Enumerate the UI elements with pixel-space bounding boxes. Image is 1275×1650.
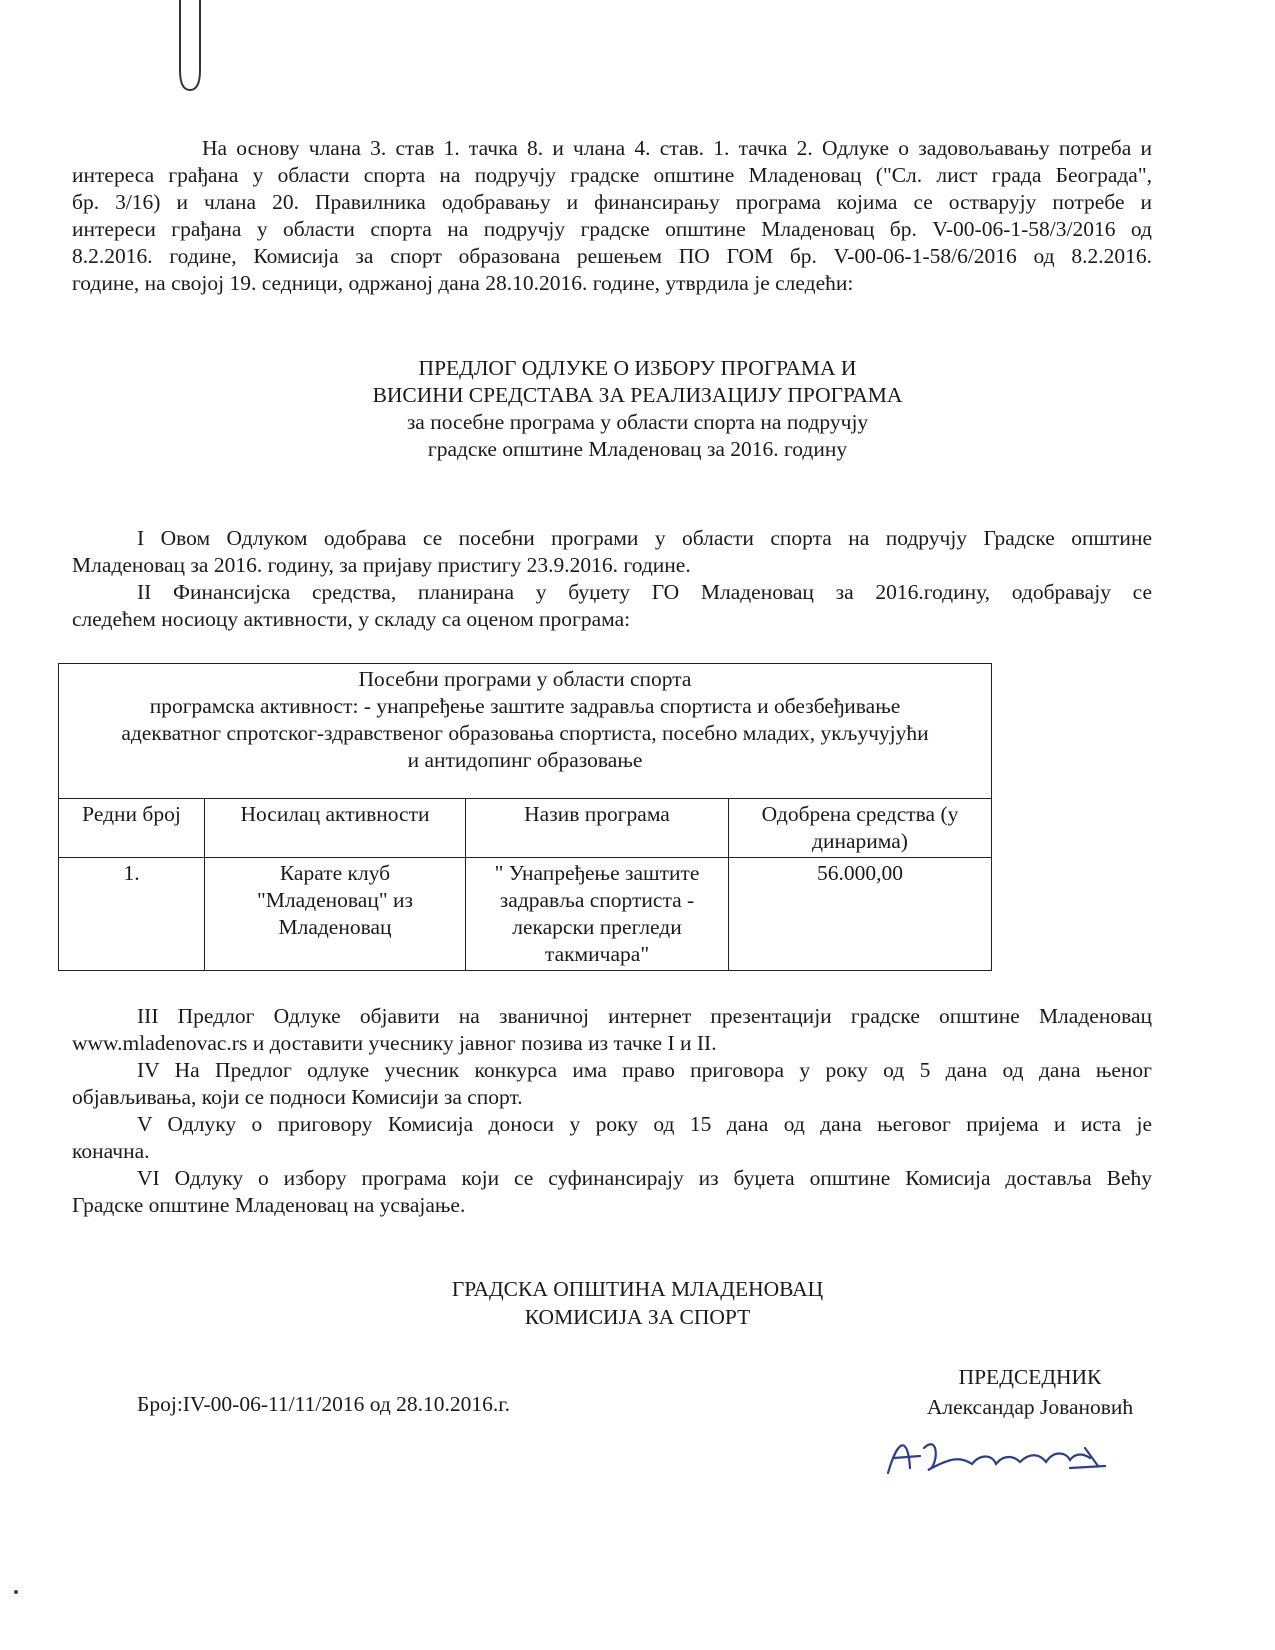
column-header: Назив програма: [466, 799, 729, 858]
table-heading-line: Посебни програми у области спорта: [358, 667, 692, 691]
sections-3-6: [72, 1003, 1152, 1219]
title-line: ПРЕДЛОГ ОДЛУКЕ О ИЗБОРУ ПРОГРАМА И: [418, 356, 857, 380]
president-title: ПРЕДСЕДНИК: [958, 1365, 1102, 1389]
section-6-line: Градске општине Младеновац на усвајање.: [72, 1193, 466, 1217]
scan-speck: [14, 1590, 18, 1594]
section-5-line: V Одлуку о приговору Комисија доноси у року од 15 дана од дана његовог пријема и иста је: [137, 1112, 1152, 1136]
program-line: " Унапређење заштите: [494, 861, 700, 885]
section-2-line: следећем носиоцу активности, у складу са оценом програма:: [72, 607, 631, 631]
column-header: Редни број: [59, 799, 205, 858]
holder-line: "Младеновац" из: [257, 888, 413, 912]
table-heading-line: програмска активност: - унапређење заштите задравља спортиста и обезбеђивање: [149, 694, 901, 718]
intro-line: 8.2.2016. године, Комисија за спорт образована решењем ПО ГОМ бр. V-00-06-1-58/6/2016 од 8.2.2016.: [72, 244, 1152, 268]
document-title: [0, 355, 1275, 463]
authority-line: ГРАДСКА ОПШТИНА МЛАДЕНОВАЦ: [451, 1277, 824, 1301]
table-heading: [59, 664, 992, 799]
intro-line: године, на својој 19. седници, одржаној дана 28.10.2016. године, утврдила је следећи:: [72, 271, 854, 295]
holder-line: Карате клуб: [279, 861, 391, 885]
program-line: задравља спортиста -: [499, 888, 695, 912]
intro-line: бр. 3/16) и члана 20. Правилника одобравању и финансирању програма којима се остварују потребе и: [72, 190, 1152, 214]
intro-line: интереси грађана у области спорта на подручју градске општине Младеновац бр. V-00-06-1-58/3/2016 од: [72, 217, 1152, 241]
president-name: Александар Јовановић: [926, 1395, 1134, 1419]
section-3-line: III Предлог Одлуке објавити на званичној интернет презентацији градске општине Младеновац: [137, 1004, 1152, 1028]
section-1-line: I Овом Одлуком одобрава се посебни програми у области спорта на подручју Градске општине: [137, 526, 1152, 550]
programs-table: [58, 663, 992, 971]
holder-line: Младеновац: [278, 915, 392, 939]
section-2-line: II Финансијска средства, планирана у буџету ГО Младеновац за 2016.годину, одобравају се: [137, 580, 1152, 604]
section-4-line: IV На Предлог одлуке учесник конкурса има право приговора у року од 5 дана од дана њеног: [137, 1058, 1152, 1082]
intro-line: На основу члана 3. став 1. тачка 8. и члана 4. став. 1. тачка 2. Одлуке о задовољавању потреба и: [202, 136, 1152, 160]
activity-holder: [205, 858, 466, 971]
authority-line: КОМИСИЈА ЗА СПОРТ: [524, 1305, 751, 1329]
paperclip-mark: [170, 0, 210, 100]
section-4-line: објављивања, који се подноси Комисији за спорт.: [72, 1085, 523, 1109]
table-heading-line: адекватног спротског-здравственог образовања спортиста, посебно младих, укључујући: [121, 721, 929, 745]
column-header: Носилац активности: [205, 799, 466, 858]
program-line: лекарски прегледи: [512, 915, 682, 939]
table-row: [59, 858, 992, 971]
intro-line: интереса грађана у области спорта на подручју градске општине Младеновац ("Сл. лист града Београда",: [72, 163, 1152, 187]
section-5-line: коначна.: [72, 1139, 150, 1163]
issuing-authority: [0, 1275, 1275, 1331]
intro-paragraph: [72, 135, 1152, 297]
subtitle-line: за посебне програма у области спорта на подручју: [406, 410, 869, 434]
title-line: ВИСИНИ СРЕДСТАВА ЗА РЕАЛИЗАЦИЈУ ПРОГРАМА: [372, 383, 903, 407]
president-block: [900, 1362, 1160, 1422]
section-1-line: Младеновац за 2016. годину, за пријаву пристигу 23.9.2016. године.: [72, 553, 691, 577]
section-3-line: www.mladenovac.rs и доставити учеснику јавног позива из тачке I и II.: [72, 1031, 717, 1055]
section-6-line: VI Одлуку о избору програма који се суфинансирају из буџета општине Комисија доставља Већу: [137, 1166, 1152, 1190]
column-header: Одобрена средства (у динарима): [729, 799, 992, 858]
approved-amount: 56.000,00: [729, 858, 992, 971]
program-name: [466, 858, 729, 971]
document-number: Број:IV-00-06-11/11/2016 од 28.10.2016.г.: [137, 1392, 511, 1416]
subtitle-line: градске општине Младеновац за 2016. годину: [427, 437, 848, 461]
handwritten-signature: [880, 1428, 1140, 1488]
sections-1-2: [72, 525, 1152, 633]
row-number: 1.: [59, 858, 205, 971]
program-line: такмичара": [544, 942, 650, 966]
table-heading-line: и антидопинг образовање: [407, 748, 643, 772]
